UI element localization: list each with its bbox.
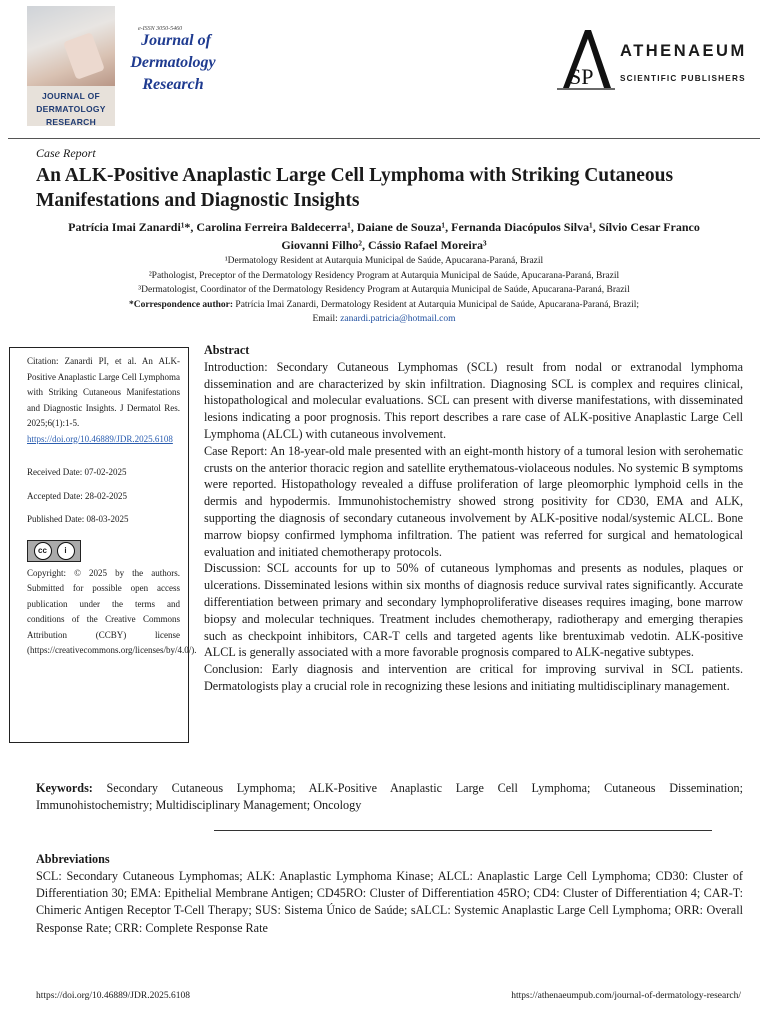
doi-link[interactable]: https://doi.org/10.46889/JDR.2025.6108 bbox=[27, 433, 173, 444]
abbreviations-heading: Abbreviations bbox=[36, 852, 110, 866]
footer-journal-url[interactable]: https://athenaeumpub.com/journal-of-dermatology-research/ bbox=[511, 991, 741, 1001]
publisher-name: ATHENAEUM bbox=[620, 42, 747, 60]
email-line bbox=[36, 312, 732, 327]
keywords-label: Keywords: bbox=[36, 781, 93, 795]
journal-title bbox=[118, 30, 228, 96]
section-divider bbox=[214, 830, 712, 831]
journal-title-line: Dermatology bbox=[130, 54, 216, 71]
abstract-conclusion: Conclusion: Early diagnosis and intervention are critical for improving survival in SCL patients. Dermatologists play a crucial role in recognizing these lesions and initiating multidisciplinary management. bbox=[204, 662, 743, 693]
affiliations bbox=[36, 254, 732, 327]
affiliation: ²Pathologist, Preceptor of the Dermatology Residency Program at Autarquia Municipal de Saúde, Apucarana-Paraná, Brazil bbox=[148, 270, 620, 281]
published-date: Published Date: 08-03-2025 bbox=[27, 514, 129, 524]
journal-title-line: Research bbox=[142, 76, 204, 93]
accepted-date: Accepted Date: 28-02-2025 bbox=[27, 490, 127, 501]
journal-issn: e-ISSN 3050-5460 bbox=[138, 26, 183, 32]
correspondence bbox=[36, 298, 732, 313]
cc-icon: cc bbox=[34, 542, 52, 560]
cover-plate-line: RESEARCH bbox=[45, 116, 97, 126]
publisher-subtitle: SCIENTIFIC PUBLISHERS bbox=[620, 74, 746, 83]
header-divider bbox=[8, 138, 760, 139]
abbreviations-text: SCL: Secondary Cutaneous Lymphomas; ALK: Anaplastic Lymphoma Kinase; ALCL: Anaplastic Large Cell Lymphoma; CD30: Cluster of Differentiation 30; EMA: Epithelial Membrane Antigen; CD45RO: Cluster of Differentiation 45RO; CD4: Cluster of Differentiation 4; CAR-T: Chimeric Antigen Receptor T-Cell Therapy; SUS: Sistema Único de Saúde; sALCL: Systemic Anaplastic Large Cell Lymphoma; ORR: Overall Response Rate; CRR: Complete Response Rate bbox=[36, 869, 743, 935]
author-list bbox=[36, 218, 732, 254]
author-line: Patrícia Imai Zanardi¹*, Carolina Ferreira Baldecerra¹, Daiane de Souza¹, Fernanda Diacópulos Silva¹, Sílvio Cesar Franco bbox=[68, 220, 700, 234]
attribution-icon: i bbox=[57, 542, 75, 560]
cover-plate-line: DERMATOLOGY bbox=[36, 103, 106, 114]
citation-text: Citation: Zanardi PI, et al. An ALK-Positive Anaplastic Large Cell Lymphoma with Striking Cutaneous Manifestations and Diagnostic Insights. J Dermatol Res. 2025;6(1):1-5. bbox=[27, 356, 180, 428]
dates bbox=[27, 465, 180, 528]
email-label: Email: bbox=[312, 314, 341, 324]
keywords bbox=[36, 780, 743, 814]
citation-sidebar bbox=[9, 347, 197, 743]
abstract-introduction: Introduction: Secondary Cutaneous Lymphomas (SCL) result from nodal or extranodal lymphoma dissemination and are characterized by skin infiltration. Diagnosing SCL is complex and requires clinical, histopathological and molecular evaluations. SCL can present with diverse manifestations, with disseminated lesions indicating a poor prognosis. This report describes a rare case of ALK-positive Anaplastic Large Cell Lymphoma (ALCL) with cutaneous involvement. bbox=[204, 359, 743, 441]
author-line: Giovanni Filho², Cássio Rafael Moreira³ bbox=[281, 238, 487, 252]
athenaeum-a-icon bbox=[555, 28, 617, 92]
correspondence-label: *Correspondence author: bbox=[128, 299, 234, 310]
article-type: Case Report bbox=[36, 146, 96, 160]
abstract-case-report: Case Report: An 18-year-old male presented with an eight-month history of a tumoral lesion with serohematic crusts on the anterior thoracic region and satellite erythematous-violaceous nodules. No systemic B symptoms were reported. Histopathology revealed a diffuse proliferation of large pleomorphic lymphoid cells in the dermis and hypodermis. Immunohistochemistry showed strong positivity for CD30, EMA and ALK, supporting the diagnosis of secondary cutaneous involvement by ALK-positive nodal/systemic ALCL. Bone marrow biopsy confirmed lymphoma infiltration. The patient was referred for surgical and hematological evaluation and initiated chemotherapy protocols. bbox=[204, 443, 743, 559]
journal-title-line: Journal of bbox=[141, 32, 211, 49]
publisher-logo bbox=[555, 28, 768, 92]
affiliation: ¹Dermatology Resident at Autarquia Municipal de Saúde, Apucarana-Paraná, Brazil bbox=[224, 256, 544, 266]
abstract bbox=[204, 342, 743, 695]
footer-doi[interactable]: https://doi.org/10.46889/JDR.2025.6108 bbox=[36, 991, 190, 1001]
abstract-heading: Abstract bbox=[204, 343, 250, 357]
publisher-mark-letters: SP bbox=[569, 64, 594, 89]
copyright-text: Copyright: © 2025 by the authors. Submitted for possible open access publication under the terms and conditions of the Creative Commons Attribution (CCBY) license (https://creativecommons.org/licenses/by/4.0/). bbox=[27, 567, 197, 655]
affiliation: ³Dermatologist, Coordinator of the Dermatology Residency Program at Autarquia Municipal de Saúde, Apucarana-Paraná, Brazil bbox=[138, 285, 630, 295]
article-title: An ALK-Positive Anaplastic Large Cell Lymphoma with Striking Cutaneous Manifestations and Diagnostic Insights bbox=[36, 165, 674, 211]
received-date: Received Date: 07-02-2025 bbox=[27, 467, 127, 477]
keywords-text: Secondary Cutaneous Lymphoma; ALK-Positive Anaplastic Large Cell Lymphoma; Cutaneous Dissemination; Immunohistochemistry; Multidisciplinary Management; Oncology bbox=[36, 781, 743, 812]
creative-commons-badge[interactable] bbox=[27, 540, 81, 562]
page-header bbox=[0, 0, 768, 138]
abstract-discussion: Discussion: SCL accounts for up to 50% of cutaneous lymphomas and presents as nodules, plaques or ulcerations. Disseminated lesions within six months of diagnosis reduce survival rates significantly. Accurate differentiation between primary and secondary lymphoproliferative diseases requires imaging, bone marrow biopsy and molecular techniques. Treatment includes chemotherapy, radiotherapy and emerging therapies such as checkpoint inhibitors, CAR-T cells and targeted agents like brentuximab vedotin. ALK-positive ALCL is generally associated with a more favorable prognosis compared to ALK-negative subtypes. bbox=[204, 561, 743, 660]
email-link[interactable]: zanardi.patricia@hotmail.com bbox=[340, 314, 456, 324]
cover-plate bbox=[27, 86, 115, 126]
journal-cover-logo bbox=[27, 6, 115, 126]
correspondence-text: Patrícia Imai Zanardi, Dermatology Resident at Autarquia Municipal de Saúde, Apucarana-Paraná, Brazil; bbox=[233, 299, 640, 310]
cover-plate-line: JOURNAL OF bbox=[41, 90, 101, 101]
